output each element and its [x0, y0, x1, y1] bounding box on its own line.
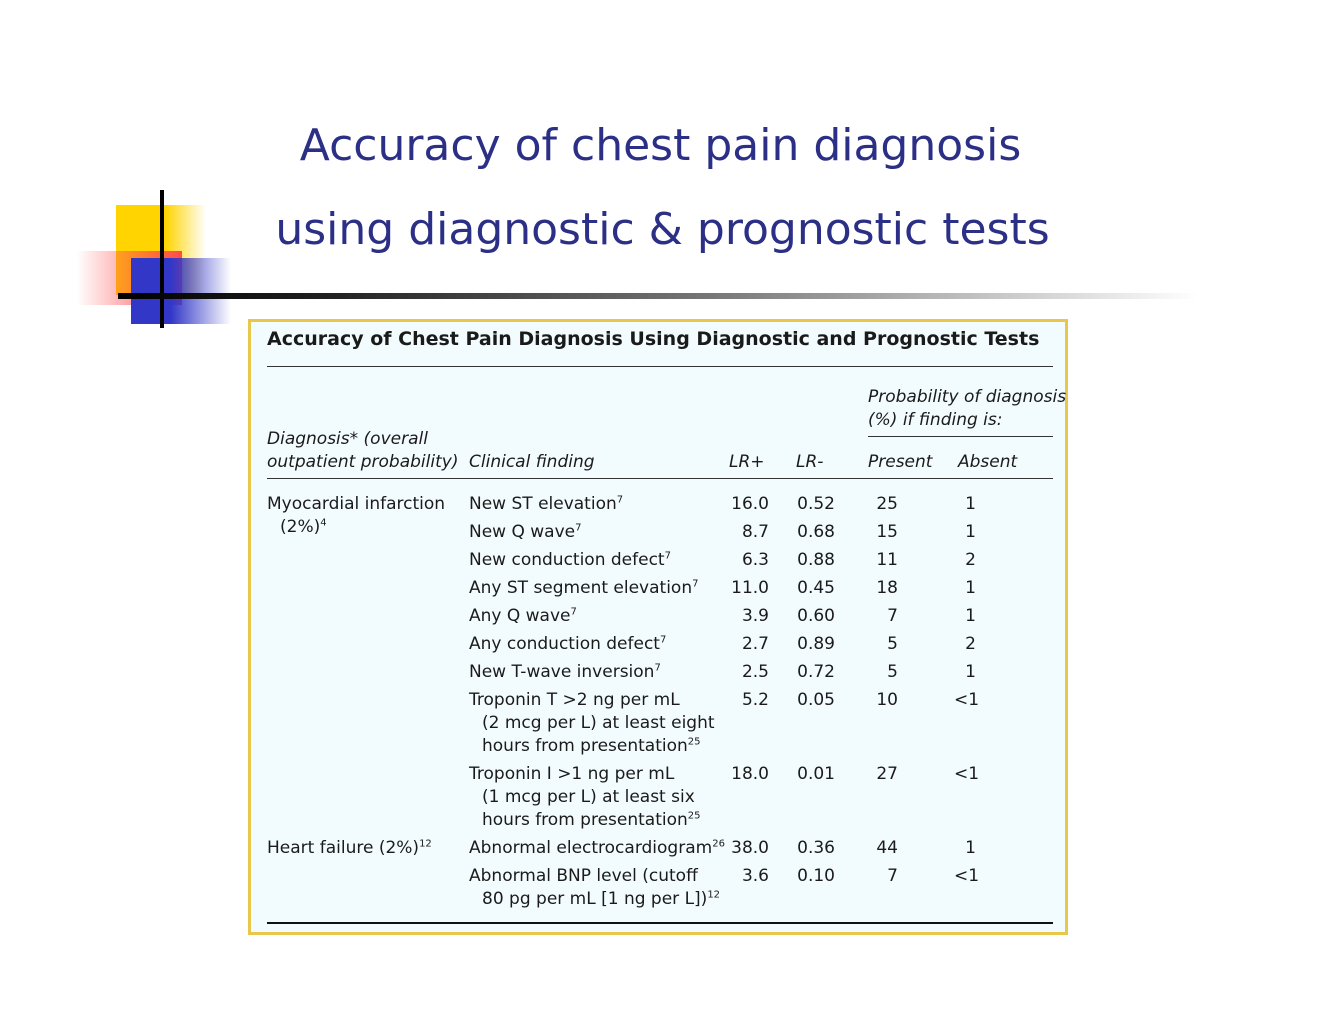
row-finding: hours from presentation$^{25}$ [482, 810, 701, 830]
row-present: 18 [876, 578, 898, 598]
row-lr-positive: 2.5 [741, 662, 769, 682]
header-present: Present [868, 452, 933, 472]
slide-title-line1: Accuracy of chest pain diagnosis [299, 120, 1022, 171]
row-lr-negative: 0.45 [797, 578, 835, 598]
row-absent: 1 [965, 494, 976, 514]
group-label-myocardial-infarction: Myocardial infarction [267, 494, 446, 514]
row-present: 25 [876, 494, 898, 514]
row-present: 10 [876, 690, 898, 710]
row-present: 11 [876, 550, 898, 570]
title-divider-line [118, 293, 1198, 299]
row-lr-positive: 6.3 [741, 550, 769, 570]
row-lr-negative: 0.88 [797, 550, 835, 570]
row-present: 44 [876, 838, 898, 858]
row-finding: New T-wave inversion$^7$ [469, 662, 661, 682]
row-finding: New ST elevation$^7$ [469, 494, 624, 514]
row-absent: <1 [954, 866, 980, 886]
row-finding: Troponin T >2 ng per mL [469, 690, 680, 710]
row-finding: Any Q wave$^7$ [469, 606, 577, 626]
header-absent: Absent [958, 452, 1018, 472]
row-lr-negative: 0.72 [797, 662, 835, 682]
header-probability-line2: (%) if finding is: [868, 410, 1003, 430]
table-figure [248, 319, 1068, 935]
row-finding: Any ST segment elevation$^7$ [469, 578, 699, 598]
header-diagnosis-line2: outpatient probability) [267, 452, 459, 472]
caption-rule [267, 366, 1053, 367]
row-lr-negative: 0.68 [797, 522, 835, 542]
header-rule [267, 478, 1053, 479]
group-label-heart-failure: Heart failure $(2\%)^{12}$ [267, 838, 432, 858]
row-finding: New conduction defect$^7$ [469, 550, 671, 570]
table-caption: Accuracy of Chest Pain Diagnosis Using Diagnostic and Prognostic Tests [267, 328, 1040, 350]
row-lr-positive: 18.0 [731, 764, 769, 784]
row-absent: 1 [965, 522, 976, 542]
table-bottom-rule [267, 922, 1053, 924]
row-finding: (1 mcg per L) at least six [482, 787, 695, 807]
row-finding: Any conduction defect$^7$ [469, 634, 667, 654]
row-finding: Abnormal BNP level (cutoff [469, 866, 698, 886]
row-present: 27 [876, 764, 898, 784]
header-lr-negative: LR- [796, 452, 824, 472]
row-present: 7 [887, 866, 898, 886]
row-lr-positive: 38.0 [731, 838, 769, 858]
header-lr-positive: LR+ [729, 452, 765, 472]
row-present: 5 [887, 662, 898, 682]
row-lr-positive: 2.7 [741, 634, 769, 654]
row-lr-positive: 3.6 [741, 866, 769, 886]
row-absent: 2 [965, 550, 976, 570]
row-absent: 1 [965, 578, 976, 598]
row-absent: <1 [954, 764, 980, 784]
header-probability-line1: Probability of diagnosis [868, 387, 1067, 407]
row-finding: Abnormal electrocardiogram$^{26}$ [469, 838, 725, 858]
row-lr-positive: 5.2 [741, 690, 769, 710]
row-lr-positive: 3.9 [741, 606, 769, 626]
group-probability-myocardial-infarction: $(2\%)^4$ [280, 517, 327, 537]
row-finding: New Q wave$^7$ [469, 522, 582, 542]
row-lr-negative: 0.60 [797, 606, 835, 626]
row-lr-positive: 16.0 [731, 494, 769, 514]
row-lr-negative: 0.36 [797, 838, 835, 858]
row-lr-positive: 8.7 [741, 522, 769, 542]
row-absent: 1 [965, 838, 976, 858]
row-finding: hours from presentation$^{25}$ [482, 736, 701, 756]
row-present: 5 [887, 634, 898, 654]
row-absent: <1 [954, 690, 980, 710]
logo-blue-square [131, 258, 231, 324]
row-present: 15 [876, 522, 898, 542]
header-diagnosis-line1: Diagnosis* (overall [267, 429, 428, 449]
slide-title-line2: using diagnostic & prognostic tests [275, 204, 1050, 255]
row-lr-positive: 11.0 [731, 578, 769, 598]
row-lr-negative: 0.10 [797, 866, 835, 886]
row-absent: 2 [965, 634, 976, 654]
row-absent: 1 [965, 606, 976, 626]
row-lr-negative: 0.89 [797, 634, 835, 654]
row-absent: 1 [965, 662, 976, 682]
row-lr-negative: 0.05 [797, 690, 835, 710]
row-lr-negative: 0.52 [797, 494, 835, 514]
row-finding: Troponin I >1 ng per mL [469, 764, 675, 784]
row-lr-negative: 0.01 [797, 764, 835, 784]
row-present: 7 [887, 606, 898, 626]
row-finding: 80 pg per mL [1 ng per L])$^{12}$ [482, 889, 721, 909]
probability-rule [868, 436, 1053, 437]
header-clinical-finding: Clinical finding [469, 452, 595, 472]
row-finding: (2 mcg per L) at least eight [482, 713, 715, 733]
